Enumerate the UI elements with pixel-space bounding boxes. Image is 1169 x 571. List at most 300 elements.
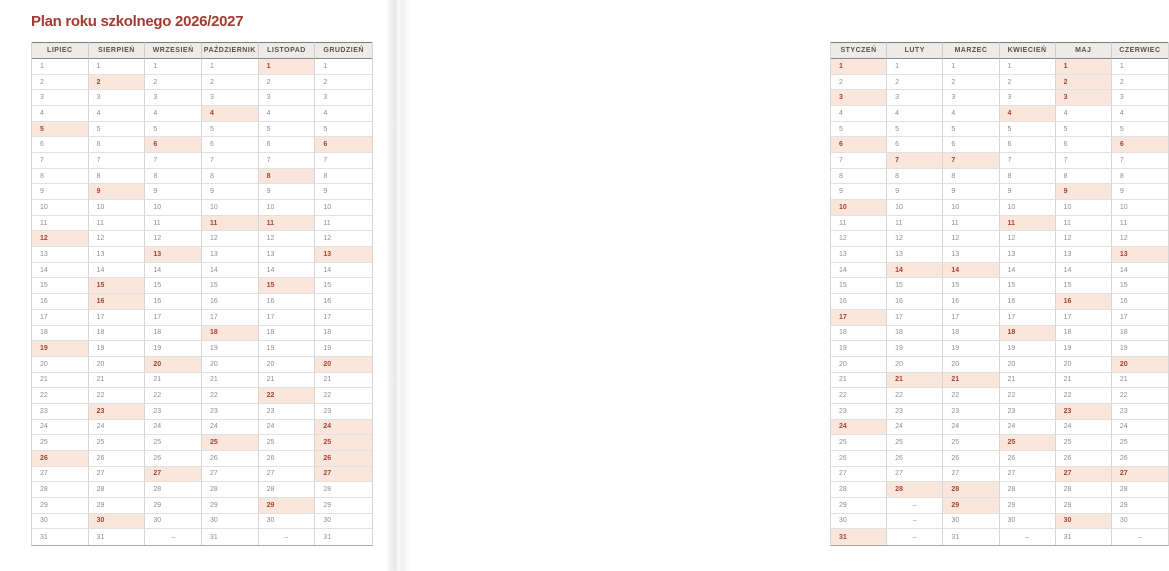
month-header-listopad: LISTOPAD (259, 42, 316, 59)
day-cell-pazdziernik-26: 26 (202, 451, 259, 467)
day-cell-listopad-30: 30 (259, 514, 316, 530)
day-cell-czerwiec-17: 17 (1112, 310, 1168, 326)
day-cell-marzec-28: 28 (943, 482, 999, 498)
day-cell-pazdziernik-17: 17 (202, 310, 259, 326)
day-cell-sierpien-13: 13 (89, 247, 146, 263)
day-cell-lipiec-22: 22 (32, 388, 89, 404)
day-cell-sierpien-6: 6 (89, 137, 146, 153)
day-cell-kwiecien-24: 24 (1000, 420, 1056, 436)
day-cell-luty-27: 27 (887, 467, 943, 483)
day-cell-kwiecien-14: 14 (1000, 263, 1056, 279)
day-cell-lipiec-29: 29 (32, 498, 89, 514)
day-cell-kwiecien-9: 9 (1000, 184, 1056, 200)
page-left-jul-dec-2026 (0, 0, 398, 571)
day-cell-kwiecien-21: 21 (1000, 373, 1056, 389)
day-cell-kwiecien-13: 13 (1000, 247, 1056, 263)
day-cell-marzec-21: 21 (943, 373, 999, 389)
day-cell-kwiecien-1: 1 (1000, 59, 1056, 75)
day-cell-listopad-22: 22 (259, 388, 316, 404)
day-cell-listopad-24: 24 (259, 420, 316, 436)
day-cell-wrzesien-11: 11 (145, 216, 202, 232)
day-cell-styczen-9: 9 (831, 184, 887, 200)
day-cell-styczen-11: 11 (831, 216, 887, 232)
month-header-pazdziernik: PAŹDZIERNIK (202, 42, 259, 59)
day-cell-sierpien-1: 1 (89, 59, 146, 75)
day-cell-styczen-26: 26 (831, 451, 887, 467)
day-cell-maj-1: 1 (1056, 59, 1112, 75)
day-cell-marzec-15: 15 (943, 278, 999, 294)
day-cell-maj-29: 29 (1056, 498, 1112, 514)
day-cell-czerwiec-19: 19 (1112, 341, 1168, 357)
day-cell-pazdziernik-18: 18 (202, 326, 259, 342)
day-cell-lipiec-28: 28 (32, 482, 89, 498)
day-cell-maj-4: 4 (1056, 106, 1112, 122)
day-cell-listopad-4: 4 (259, 106, 316, 122)
day-cell-czerwiec-5: 5 (1112, 122, 1168, 138)
day-cell-kwiecien-26: 26 (1000, 451, 1056, 467)
month-header-styczen: STYCZEŃ (831, 42, 887, 59)
day-cell-kwiecien-15: 15 (1000, 278, 1056, 294)
day-cell-listopad-23: 23 (259, 404, 316, 420)
day-cell-wrzesien-29: 29 (145, 498, 202, 514)
day-cell-luty-6: 6 (887, 137, 943, 153)
day-cell-sierpien-19: 19 (89, 341, 146, 357)
day-cell-lipiec-12: 12 (32, 231, 89, 247)
day-cell-pazdziernik-16: 16 (202, 294, 259, 310)
day-cell-wrzesien-6: 6 (145, 137, 202, 153)
day-cell-czerwiec-7: 7 (1112, 153, 1168, 169)
day-cell-listopad-19: 19 (259, 341, 316, 357)
day-cell-grudzien-5: 5 (315, 122, 372, 138)
day-cell-marzec-9: 9 (943, 184, 999, 200)
day-cell-czerwiec-12: 12 (1112, 231, 1168, 247)
day-cell-styczen-5: 5 (831, 122, 887, 138)
day-cell-grudzien-20: 20 (315, 357, 372, 373)
day-cell-kwiecien-29: 29 (1000, 498, 1056, 514)
day-cell-pazdziernik-25: 25 (202, 435, 259, 451)
day-cell-lipiec-24: 24 (32, 420, 89, 436)
day-cell-lipiec-14: 14 (32, 263, 89, 279)
day-cell-marzec-24: 24 (943, 420, 999, 436)
day-cell-styczen-28: 28 (831, 482, 887, 498)
day-cell-listopad-3: 3 (259, 90, 316, 106)
day-cell-lipiec-15: 15 (32, 278, 89, 294)
day-cell-lipiec-21: 21 (32, 373, 89, 389)
day-cell-pazdziernik-8: 8 (202, 169, 259, 185)
day-cell-pazdziernik-10: 10 (202, 200, 259, 216)
day-cell-marzec-25: 25 (943, 435, 999, 451)
day-cell-styczen-29: 29 (831, 498, 887, 514)
day-cell-grudzien-10: 10 (315, 200, 372, 216)
day-cell-sierpien-28: 28 (89, 482, 146, 498)
day-cell-czerwiec-3: 3 (1112, 90, 1168, 106)
day-cell-styczen-16: 16 (831, 294, 887, 310)
day-cell-styczen-30: 30 (831, 514, 887, 530)
day-cell-listopad-13: 13 (259, 247, 316, 263)
day-cell-pazdziernik-14: 14 (202, 263, 259, 279)
day-cell-lipiec-6: 6 (32, 137, 89, 153)
day-cell-marzec-5: 5 (943, 122, 999, 138)
day-cell-marzec-23: 23 (943, 404, 999, 420)
day-cell-lipiec-19: 19 (32, 341, 89, 357)
day-cell-grudzien-28: 28 (315, 482, 372, 498)
month-header-sierpien: SIERPIEŃ (89, 42, 146, 59)
day-cell-kwiecien-6: 6 (1000, 137, 1056, 153)
day-cell-listopad-11: 11 (259, 216, 316, 232)
day-cell-listopad-6: 6 (259, 137, 316, 153)
day-cell-pazdziernik-2: 2 (202, 75, 259, 91)
day-cell-grudzien-16: 16 (315, 294, 372, 310)
day-cell-wrzesien-19: 19 (145, 341, 202, 357)
day-cell-pazdziernik-3: 3 (202, 90, 259, 106)
day-cell-styczen-8: 8 (831, 169, 887, 185)
empty-cell-czerwiec: – (1137, 533, 1142, 541)
day-cell-listopad-18: 18 (259, 326, 316, 342)
day-cell-maj-23: 23 (1056, 404, 1112, 420)
day-cell-pazdziernik-31: 31 (202, 529, 259, 545)
day-cell-styczen-12: 12 (831, 231, 887, 247)
day-cell-luty-5: 5 (887, 122, 943, 138)
day-cell-maj-15: 15 (1056, 278, 1112, 294)
day-cell-grudzien-26: 26 (315, 451, 372, 467)
day-cell-wrzesien-21: 21 (145, 373, 202, 389)
day-cell-pazdziernik-20: 20 (202, 357, 259, 373)
day-cell-kwiecien-25: 25 (1000, 435, 1056, 451)
day-cell-kwiecien-10: 10 (1000, 200, 1056, 216)
day-cell-wrzesien-24: 24 (145, 420, 202, 436)
day-cell-luty-2: 2 (887, 75, 943, 91)
day-cell-pazdziernik-1: 1 (202, 59, 259, 75)
day-cell-kwiecien-5: 5 (1000, 122, 1056, 138)
day-cell-maj-30: 30 (1056, 514, 1112, 530)
day-cell-kwiecien-16: 16 (1000, 294, 1056, 310)
day-cell-sierpien-11: 11 (89, 216, 146, 232)
day-cell-lipiec-25: 25 (32, 435, 89, 451)
day-cell-wrzesien-12: 12 (145, 231, 202, 247)
day-cell-maj-5: 5 (1056, 122, 1112, 138)
day-cell-styczen-2: 2 (831, 75, 887, 91)
empty-cell-luty: – (887, 529, 943, 545)
day-cell-grudzien-9: 9 (315, 184, 372, 200)
day-cell-luty-14: 14 (887, 263, 943, 279)
day-cell-marzec-10: 10 (943, 200, 999, 216)
day-cell-sierpien-31: 31 (89, 529, 146, 545)
day-cell-maj-27: 27 (1056, 467, 1112, 483)
day-cell-grudzien-29: 29 (315, 498, 372, 514)
day-cell-marzec-31: 31 (943, 529, 999, 545)
day-cell-grudzien-4: 4 (315, 106, 372, 122)
day-cell-luty-4: 4 (887, 106, 943, 122)
day-cell-pazdziernik-27: 27 (202, 467, 259, 483)
day-cell-luty-11: 11 (887, 216, 943, 232)
day-cell-styczen-17: 17 (831, 310, 887, 326)
day-cell-czerwiec-10: 10 (1112, 200, 1168, 216)
day-cell-listopad-21: 21 (259, 373, 316, 389)
day-cell-kwiecien-18: 18 (1000, 326, 1056, 342)
day-cell-sierpien-9: 9 (89, 184, 146, 200)
day-cell-maj-31: 31 (1056, 529, 1112, 545)
day-cell-marzec-1: 1 (943, 59, 999, 75)
day-cell-styczen-19: 19 (831, 341, 887, 357)
day-cell-kwiecien-3: 3 (1000, 90, 1056, 106)
day-cell-wrzesien-16: 16 (145, 294, 202, 310)
day-cell-styczen-22: 22 (831, 388, 887, 404)
day-cell-sierpien-22: 22 (89, 388, 146, 404)
day-cell-styczen-15: 15 (831, 278, 887, 294)
day-cell-marzec-12: 12 (943, 231, 999, 247)
day-cell-luty-23: 23 (887, 404, 943, 420)
day-cell-czerwiec-22: 22 (1112, 388, 1168, 404)
day-cell-sierpien-8: 8 (89, 169, 146, 185)
day-cell-czerwiec-9: 9 (1112, 184, 1168, 200)
month-header-grudzien: GRUDZIEŃ (315, 42, 372, 59)
day-cell-lipiec-3: 3 (32, 90, 89, 106)
day-cell-maj-25: 25 (1056, 435, 1112, 451)
day-cell-grudzien-24: 24 (315, 420, 372, 436)
day-cell-maj-9: 9 (1056, 184, 1112, 200)
day-cell-maj-22: 22 (1056, 388, 1112, 404)
day-cell-lipiec-4: 4 (32, 106, 89, 122)
page-right-jan-jun-2027 (402, 0, 1161, 571)
day-cell-maj-8: 8 (1056, 169, 1112, 185)
day-cell-lipiec-23: 23 (32, 404, 89, 420)
day-cell-sierpien-12: 12 (89, 231, 146, 247)
empty-cell-luty: – (887, 514, 943, 530)
day-cell-wrzesien-18: 18 (145, 326, 202, 342)
day-cell-wrzesien-20: 20 (145, 357, 202, 373)
day-cell-czerwiec-30: 30 (1112, 514, 1168, 530)
day-cell-sierpien-26: 26 (89, 451, 146, 467)
day-cell-luty-26: 26 (887, 451, 943, 467)
day-cell-luty-15: 15 (887, 278, 943, 294)
day-cell-maj-16: 16 (1056, 294, 1112, 310)
day-cell-pazdziernik-30: 30 (202, 514, 259, 530)
day-cell-sierpien-29: 29 (89, 498, 146, 514)
day-cell-lipiec-16: 16 (32, 294, 89, 310)
day-cell-luty-25: 25 (887, 435, 943, 451)
day-cell-luty-19: 19 (887, 341, 943, 357)
day-cell-sierpien-3: 3 (89, 90, 146, 106)
day-cell-grudzien-1: 1 (315, 59, 372, 75)
day-cell-styczen-3: 3 (831, 90, 887, 106)
day-cell-maj-3: 3 (1056, 90, 1112, 106)
day-cell-wrzesien-10: 10 (145, 200, 202, 216)
day-cell-styczen-10: 10 (831, 200, 887, 216)
day-cell-lipiec-30: 30 (32, 514, 89, 530)
empty-cell-kwiecien: – (1000, 529, 1056, 545)
day-cell-marzec-14: 14 (943, 263, 999, 279)
day-cell-czerwiec-4: 4 (1112, 106, 1168, 122)
day-cell-sierpien-2: 2 (89, 75, 146, 91)
day-cell-czerwiec-28: 28 (1112, 482, 1168, 498)
day-cell-sierpien-30: 30 (89, 514, 146, 530)
day-cell-marzec-6: 6 (943, 137, 999, 153)
day-cell-marzec-29: 29 (943, 498, 999, 514)
day-cell-czerwiec-25: 25 (1112, 435, 1168, 451)
day-cell-marzec-20: 20 (943, 357, 999, 373)
day-cell-maj-11: 11 (1056, 216, 1112, 232)
day-cell-wrzesien-7: 7 (145, 153, 202, 169)
day-cell-luty-7: 7 (887, 153, 943, 169)
day-cell-kwiecien-11: 11 (1000, 216, 1056, 232)
day-cell-pazdziernik-11: 11 (202, 216, 259, 232)
day-cell-lipiec-5: 5 (32, 122, 89, 138)
day-cell-listopad-17: 17 (259, 310, 316, 326)
day-cell-styczen-13: 13 (831, 247, 887, 263)
day-cell-marzec-18: 18 (943, 326, 999, 342)
day-cell-grudzien-11: 11 (315, 216, 372, 232)
day-cell-pazdziernik-4: 4 (202, 106, 259, 122)
day-cell-luty-21: 21 (887, 373, 943, 389)
day-cell-lipiec-18: 18 (32, 326, 89, 342)
day-cell-styczen-7: 7 (831, 153, 887, 169)
day-cell-listopad-29: 29 (259, 498, 316, 514)
day-cell-pazdziernik-13: 13 (202, 247, 259, 263)
day-cell-listopad-28: 28 (259, 482, 316, 498)
day-cell-grudzien-23: 23 (315, 404, 372, 420)
day-cell-maj-20: 20 (1056, 357, 1112, 373)
day-cell-wrzesien-15: 15 (145, 278, 202, 294)
day-cell-grudzien-18: 18 (315, 326, 372, 342)
month-header-maj: MAJ (1056, 42, 1112, 59)
day-cell-luty-16: 16 (887, 294, 943, 310)
day-cell-czerwiec-18: 18 (1112, 326, 1168, 342)
day-cell-marzec-8: 8 (943, 169, 999, 185)
day-cell-grudzien-14: 14 (315, 263, 372, 279)
day-cell-marzec-2: 2 (943, 75, 999, 91)
day-cell-wrzesien-8: 8 (145, 169, 202, 185)
day-cell-grudzien-3: 3 (315, 90, 372, 106)
day-cell-sierpien-20: 20 (89, 357, 146, 373)
day-cell-sierpien-18: 18 (89, 326, 146, 342)
day-cell-luty-9: 9 (887, 184, 943, 200)
day-cell-kwiecien-20: 20 (1000, 357, 1056, 373)
day-cell-kwiecien-27: 27 (1000, 467, 1056, 483)
day-cell-kwiecien-17: 17 (1000, 310, 1056, 326)
day-cell-grudzien-25: 25 (315, 435, 372, 451)
day-cell-marzec-13: 13 (943, 247, 999, 263)
day-cell-luty-17: 17 (887, 310, 943, 326)
day-cell-czerwiec-23: 23 (1112, 404, 1168, 420)
month-header-wrzesien: WRZESIEŃ (145, 42, 202, 59)
day-cell-styczen-14: 14 (831, 263, 887, 279)
day-cell-styczen-4: 4 (831, 106, 887, 122)
day-cell-wrzesien-27: 27 (145, 467, 202, 483)
day-cell-wrzesien-23: 23 (145, 404, 202, 420)
day-cell-marzec-19: 19 (943, 341, 999, 357)
day-cell-styczen-1: 1 (831, 59, 887, 75)
day-cell-maj-10: 10 (1056, 200, 1112, 216)
day-cell-czerwiec-8: 8 (1112, 169, 1168, 185)
day-cell-sierpien-23: 23 (89, 404, 146, 420)
day-cell-kwiecien-30: 30 (1000, 514, 1056, 530)
day-cell-listopad-1: 1 (259, 59, 316, 75)
empty-cell-luty: – (887, 498, 943, 514)
day-cell-sierpien-27: 27 (89, 467, 146, 483)
day-cell-lipiec-27: 27 (32, 467, 89, 483)
day-cell-luty-20: 20 (887, 357, 943, 373)
day-cell-listopad-9: 9 (259, 184, 316, 200)
day-cell-marzec-30: 30 (943, 514, 999, 530)
day-cell-wrzesien-14: 14 (145, 263, 202, 279)
day-cell-lipiec-10: 10 (32, 200, 89, 216)
day-cell-styczen-23: 23 (831, 404, 887, 420)
day-cell-marzec-11: 11 (943, 216, 999, 232)
day-cell-czerwiec-20: 20 (1112, 357, 1168, 373)
day-cell-luty-22: 22 (887, 388, 943, 404)
day-cell-sierpien-16: 16 (89, 294, 146, 310)
day-cell-maj-24: 24 (1056, 420, 1112, 436)
day-cell-wrzesien-4: 4 (145, 106, 202, 122)
day-cell-maj-18: 18 (1056, 326, 1112, 342)
day-cell-lipiec-9: 9 (32, 184, 89, 200)
day-cell-lipiec-2: 2 (32, 75, 89, 91)
day-cell-maj-14: 14 (1056, 263, 1112, 279)
day-cell-marzec-17: 17 (943, 310, 999, 326)
day-cell-grudzien-13: 13 (315, 247, 372, 263)
day-cell-czerwiec-14: 14 (1112, 263, 1168, 279)
day-cell-czerwiec-1: 1 (1112, 59, 1168, 75)
day-cell-kwiecien-2: 2 (1000, 75, 1056, 91)
empty-cell-listopad: – (259, 529, 316, 545)
day-cell-sierpien-25: 25 (89, 435, 146, 451)
day-cell-pazdziernik-19: 19 (202, 341, 259, 357)
day-cell-czerwiec-27: 27 (1112, 467, 1168, 483)
day-cell-kwiecien-23: 23 (1000, 404, 1056, 420)
day-cell-wrzesien-2: 2 (145, 75, 202, 91)
day-cell-listopad-15: 15 (259, 278, 316, 294)
day-cell-grudzien-22: 22 (315, 388, 372, 404)
day-cell-maj-2: 2 (1056, 75, 1112, 91)
day-cell-kwiecien-8: 8 (1000, 169, 1056, 185)
day-cell-pazdziernik-24: 24 (202, 420, 259, 436)
day-cell-wrzesien-22: 22 (145, 388, 202, 404)
empty-cell-wrzesien: – (145, 529, 202, 545)
day-cell-wrzesien-3: 3 (145, 90, 202, 106)
day-cell-styczen-27: 27 (831, 467, 887, 483)
day-cell-grudzien-17: 17 (315, 310, 372, 326)
day-cell-marzec-16: 16 (943, 294, 999, 310)
day-cell-listopad-20: 20 (259, 357, 316, 373)
day-cell-styczen-24: 24 (831, 420, 887, 436)
day-cell-kwiecien-7: 7 (1000, 153, 1056, 169)
day-cell-pazdziernik-21: 21 (202, 373, 259, 389)
day-cell-grudzien-12: 12 (315, 231, 372, 247)
day-cell-czerwiec-11: 11 (1112, 216, 1168, 232)
day-cell-czerwiec-21: 21 (1112, 373, 1168, 389)
day-cell-luty-28: 28 (887, 482, 943, 498)
day-cell-styczen-21: 21 (831, 373, 887, 389)
day-cell-lipiec-8: 8 (32, 169, 89, 185)
day-cell-maj-12: 12 (1056, 231, 1112, 247)
day-cell-sierpien-21: 21 (89, 373, 146, 389)
day-cell-lipiec-11: 11 (32, 216, 89, 232)
day-cell-sierpien-4: 4 (89, 106, 146, 122)
day-cell-kwiecien-28: 28 (1000, 482, 1056, 498)
day-cell-grudzien-6: 6 (315, 137, 372, 153)
day-cell-pazdziernik-9: 9 (202, 184, 259, 200)
month-header-czerwiec: CZERWIEC (1112, 42, 1168, 59)
day-cell-listopad-5: 5 (259, 122, 316, 138)
day-cell-styczen-31: 31 (831, 529, 887, 545)
day-cell-grudzien-30: 30 (315, 514, 372, 530)
calendar-grid-2026-second-half (31, 42, 373, 546)
day-cell-grudzien-19: 19 (315, 341, 372, 357)
day-cell-sierpien-17: 17 (89, 310, 146, 326)
day-cell-lipiec-13: 13 (32, 247, 89, 263)
day-cell-grudzien-21: 21 (315, 373, 372, 389)
day-cell-pazdziernik-23: 23 (202, 404, 259, 420)
